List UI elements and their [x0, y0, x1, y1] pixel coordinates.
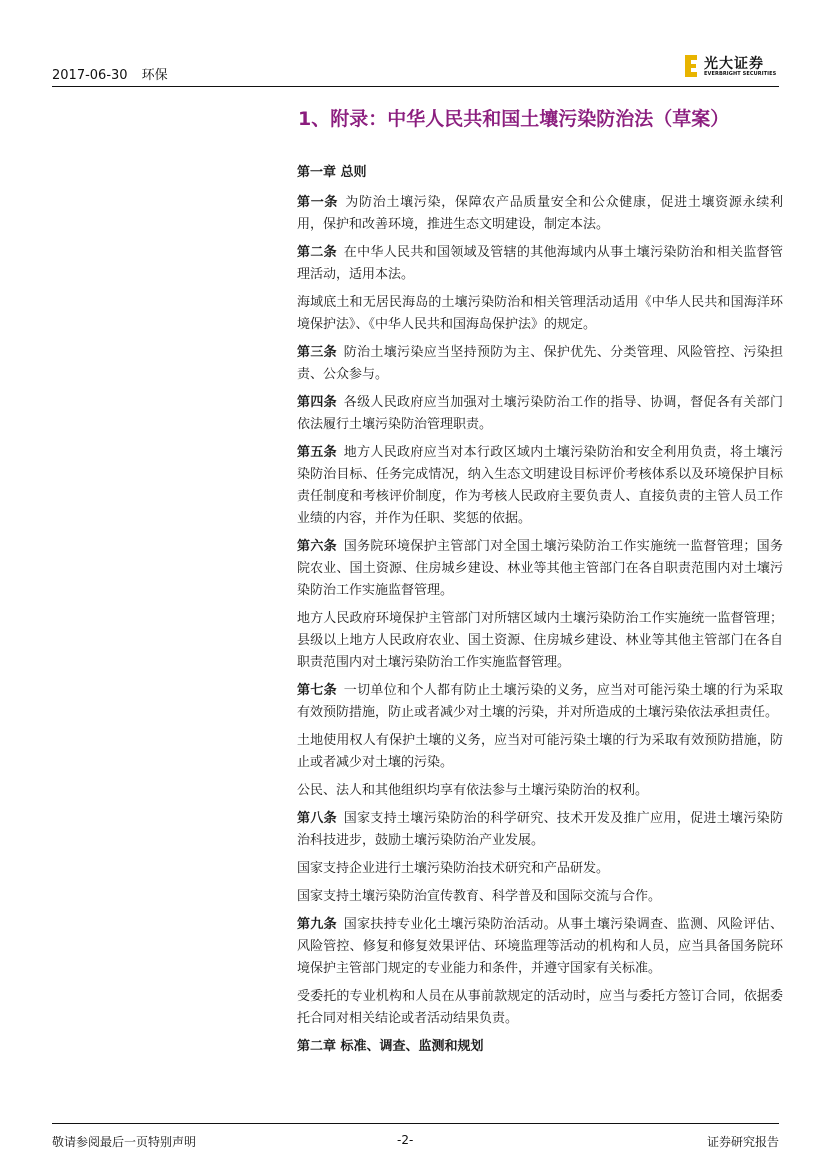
article-paragraph [297, 886, 783, 908]
article-paragraph [297, 292, 783, 336]
article-text: 在中华人民共和国领域及管辖的其他海域内从事土壤污染防治和相关监督管理活动，适用本法。 [297, 245, 783, 282]
article-paragraph [297, 858, 783, 880]
article-label: 第一章 总则 [297, 165, 367, 180]
article-paragraph [297, 442, 783, 530]
article-paragraph [297, 192, 783, 236]
article-paragraph [297, 342, 783, 386]
brand-mark-shape [685, 55, 697, 77]
article-text: 地方人民政府环境保护主管部门对所辖区域内土壤污染防治工作实施统一监督管理；县级以上地方人民政府农业、国土资源、住房城乡建设、林业等其他主管部门在各自职责范围内对土壤污染防治工作实施监督管理。 [297, 611, 783, 670]
section-title: 1、附录：中华人民共和国土壤污染防治法（草案） [298, 108, 730, 130]
article-label: 第九条 [297, 917, 337, 932]
article-label: 第七条 [297, 683, 337, 698]
document-body [297, 162, 783, 1064]
article-paragraph [297, 536, 783, 602]
article-text: 国家支持企业进行土壤污染防治技术研究和产品研发。 [297, 861, 610, 876]
article-label: 第六条 [297, 539, 337, 554]
article-text: 土地使用权人有保护土壤的义务，应当对可能污染土壤的行为采取有效预防措施，防止或者减少对土壤的污染。 [297, 733, 783, 770]
article-text: 地方人民政府应当对本行政区域内土壤污染防治和安全利用负责，将土壤污染防治目标、任务完成情况，纳入生态文明建设目标评价考核体系以及环境保护目标责任制度和考核评价制度，作为考核人民政府主要负责人、直接负责的主管人员工作业绩的内容，并作为任职、奖惩的依据。 [297, 445, 783, 526]
article-label: 第二条 [297, 245, 337, 260]
article-paragraph [297, 780, 783, 802]
page-footer [52, 1123, 779, 1158]
article-paragraph [297, 986, 783, 1030]
header-meta [52, 64, 168, 83]
chapter-heading [297, 162, 783, 184]
article-paragraph [297, 392, 783, 436]
brand-mark-icon [684, 55, 698, 77]
footer-report-type: 证券研究报告 [706, 1135, 779, 1149]
page-header [52, 52, 779, 87]
article-text: 一切单位和个人都有防止土壤污染的义务，应当对可能污染土壤的行为采取有效预防措施，防止或者减少对土壤的污染，并对所造成的土壤污染依法承担责任。 [297, 683, 783, 720]
article-label: 第三条 [297, 345, 337, 360]
brand-name-cn: 光大证券 [704, 56, 764, 72]
footer-disclaimer: 敬请参阅最后一页特别声明 [52, 1135, 197, 1149]
article-text: 防治土壤污染应当坚持预防为主、保护优先、分类管理、风险管控、污染担责、公众参与。 [297, 345, 783, 382]
article-paragraph [297, 730, 783, 774]
article-paragraph [297, 914, 783, 980]
article-text: 公民、法人和其他组织均享有依法参与土壤污染防治的权利。 [297, 783, 649, 798]
article-text: 国务院环境保护主管部门对全国土壤污染防治工作实施统一监督管理；国务院农业、国土资源、住房城乡建设、林业等其他主管部门在各自职责范围内对土壤污染防治工作实施监督管理。 [297, 539, 783, 598]
article-label: 第五条 [297, 445, 337, 460]
article-text: 为防治土壤污染，保障农产品质量安全和公众健康，促进土壤资源永续利用，保护和改善环境，推进生态文明建设，制定本法。 [297, 195, 783, 232]
article-label: 第一条 [297, 195, 339, 210]
article-text: 国家支持土壤污染防治的科学研究、技术开发及推广应用，促进土壤污染防治科技进步，鼓励土壤污染防治产业发展。 [297, 811, 783, 848]
article-text: 海域底土和无居民海岛的土壤污染防治和相关管理活动适用《中华人民共和国海洋环境保护法》、《中华人民共和国海岛保护法》的规定。 [297, 295, 783, 332]
article-paragraph [297, 608, 783, 674]
brand-name-en: EVERBRIGHT SECURITIES [704, 71, 777, 77]
article-paragraph [297, 242, 783, 286]
article-text: 国家支持土壤污染防治宣传教育、科学普及和国际交流与合作。 [297, 889, 662, 904]
page-number: -2- [397, 1133, 414, 1147]
report-category: 环保 [141, 68, 168, 83]
article-text: 国家扶持专业化土壤污染防治活动。从事土壤污染调查、监测、风险评估、风险管控、修复和修复效果评估、环境监理等活动的机构和人员，应当具备国务院环境保护主管部门规定的专业能力和条件，并遵守国家有关标准。 [297, 917, 783, 976]
chapter-heading [297, 1036, 783, 1058]
article-label: 第四条 [297, 395, 337, 410]
article-label: 第二章 标准、调查、监测和规划 [297, 1039, 484, 1054]
report-date: 2017-06-30 [52, 68, 128, 83]
brand-logo [684, 52, 779, 82]
article-paragraph [297, 808, 783, 852]
article-text: 各级人民政府应当加强对土壤污染防治工作的指导、协调，督促各有关部门依法履行土壤污染防治管理职责。 [297, 395, 783, 432]
article-text: 受委托的专业机构和人员在从事前款规定的活动时，应当与委托方签订合同，依据委托合同对相关结论或者活动结果负责。 [297, 989, 783, 1026]
article-label: 第八条 [297, 811, 337, 826]
article-paragraph [297, 680, 783, 724]
